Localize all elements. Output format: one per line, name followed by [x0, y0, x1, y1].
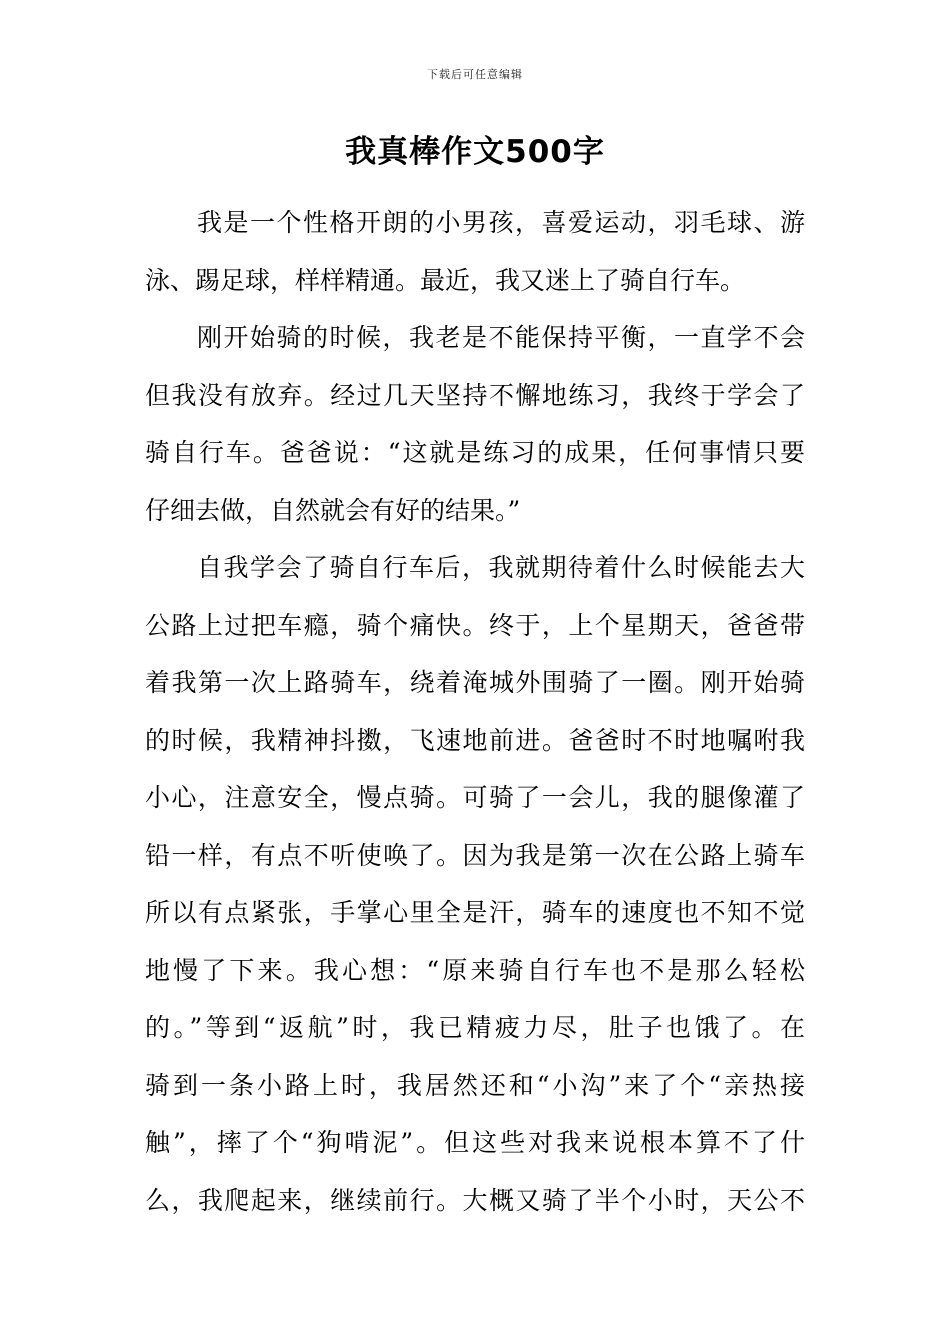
text-line: 铅一样，有点不听使唤了。因为我是第一次在公路上骑车	[145, 840, 805, 870]
text-line: 地慢了下来。我心想：“原来骑自行车也不是那么轻松	[145, 955, 805, 985]
text-line: 骑自行车。爸爸说：“这就是练习的成果，任何事情只要	[145, 438, 805, 467]
text-line: 触”，摔了个“狗啃泥”。但这些对我来说根本算不了什	[145, 1128, 805, 1157]
text-line: 公路上过把车瘾，骑个痛快。终于，上个星期天，爸爸带	[145, 610, 805, 640]
text-line: 但我没有放弃。经过几天坚持不懈地练习，我终于学会了	[145, 380, 805, 410]
text-line: 仔细去做，自然就会有好的结果。”	[145, 495, 521, 525]
text-line: 么，我爬起来，继续前行。大概又骑了半个小时，天公不	[145, 1185, 805, 1215]
text-line: 所以有点紧张，手掌心里全是汗，骑车的速度也不知不觉	[145, 898, 805, 927]
document-title: 我真棒作文500字	[345, 134, 605, 170]
text-line: 泳、踢足球，样样精通。最近，我又迷上了骑自行车。	[145, 265, 746, 295]
text-line: 的。”等到“返航”时，我已精疲力尽，肚子也饿了。在	[145, 1013, 805, 1042]
text-line: 小心，注意安全，慢点骑。可骑了一会儿，我的腿像灌了	[145, 783, 805, 812]
text-line: 刚开始骑的时候，我老是不能保持平衡，一直学不会	[197, 323, 805, 352]
essay-body	[145, 194, 805, 1229]
text-line: 骑到一条小路上时，我居然还和“小沟”来了个“亲热接	[145, 1070, 805, 1100]
text-line: 自我学会了骑自行车后，我就期待着什么时候能去大	[197, 553, 805, 582]
text-line: 我是一个性格开朗的小男孩，喜爱运动，羽毛球、游	[197, 208, 805, 237]
text-line: 的时候，我精神抖擞，飞速地前进。爸爸时不时地嘱咐我	[145, 725, 805, 755]
text-line: 着我第一次上路骑车，绕着淹城外围骑了一圈。刚开始骑	[145, 668, 805, 697]
header-note: 下载后可任意编辑	[427, 68, 523, 81]
